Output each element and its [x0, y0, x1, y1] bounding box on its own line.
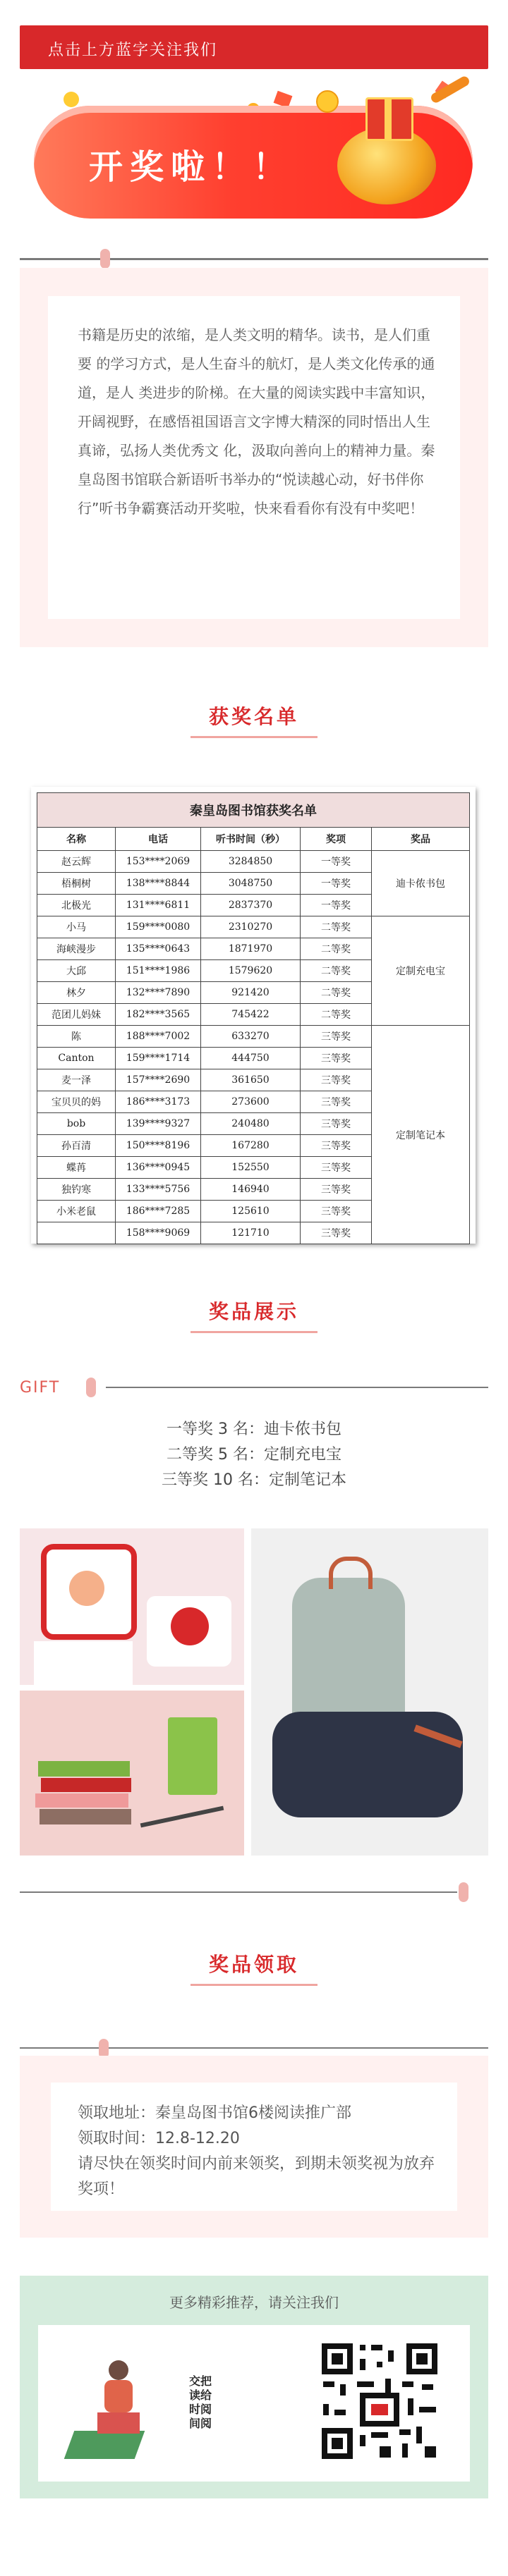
listen-time-cell: 444750	[201, 1048, 301, 1069]
follow-box	[20, 2276, 488, 2498]
book-icon	[64, 2431, 145, 2459]
gift-label: GIFT	[20, 1379, 61, 1397]
prize-line: 三等奖 10 名：定制笔记本	[162, 1471, 346, 1489]
winner-name-cell	[37, 1222, 116, 1244]
notebook-photo	[20, 1691, 244, 1856]
pedestal-icon	[34, 1641, 133, 1685]
phone-cell: 186****3173	[116, 1091, 201, 1113]
claim-notice: 请尽快在领奖时间内前来领奖，到期未领奖视为放弃奖项！	[78, 2155, 435, 2198]
winners-table	[37, 792, 470, 1244]
listen-time-cell: 361650	[201, 1069, 301, 1091]
claim-info	[78, 2101, 445, 2202]
phone-cell: 139****9327	[116, 1113, 201, 1135]
listen-time-cell: 745422	[201, 1004, 301, 1026]
award-cell: 一等奖	[301, 873, 372, 895]
lottery-banner	[34, 106, 473, 219]
banner-title: 开奖啦！！	[89, 147, 294, 187]
phone-cell: 159****0080	[116, 916, 201, 938]
award-cell: 二等奖	[301, 1004, 372, 1026]
award-cell: 三等奖	[301, 1179, 372, 1201]
winners-table-caption: 秦皇岛图书馆获奖名单	[37, 793, 470, 828]
phone-cell: 138****8844	[116, 873, 201, 895]
divider-dot	[86, 1378, 96, 1397]
winner-name-cell: bob	[37, 1113, 116, 1135]
award-cell: 二等奖	[301, 916, 372, 938]
listen-time-cell: 152550	[201, 1157, 301, 1179]
winner-name-cell: 林夕	[37, 982, 116, 1004]
notebook-stack-icon	[38, 1761, 130, 1777]
divider	[106, 1387, 488, 1388]
backpack-handle-icon	[329, 1557, 373, 1589]
award-cell: 三等奖	[301, 1157, 372, 1179]
award-cell: 一等奖	[301, 851, 372, 873]
award-cell: 二等奖	[301, 938, 372, 960]
confetti-icon	[64, 92, 79, 107]
award-cell: 三等奖	[301, 1135, 372, 1157]
gift-ribbon-icon	[385, 97, 392, 141]
winner-name-cell: 蝶苒	[37, 1157, 116, 1179]
table-row	[37, 1026, 470, 1048]
claim-section-title: 奖品领取	[190, 1946, 318, 1986]
winner-name-cell: 海峡漫步	[37, 938, 116, 960]
column-header: 听书时间（秒）	[201, 828, 301, 851]
winner-name-cell: 小马	[37, 916, 116, 938]
phone-cell: 159****1714	[116, 1048, 201, 1069]
column-header: 奖项	[301, 828, 372, 851]
award-cell: 三等奖	[301, 1222, 372, 1244]
follow-text: 更多精彩推荐，请关注我们	[169, 2294, 339, 2311]
follow-card	[38, 2325, 470, 2482]
winner-name-cell: 赵云辉	[37, 851, 116, 873]
phone-cell: 150****8196	[116, 1135, 201, 1157]
award-cell: 三等奖	[301, 1048, 372, 1069]
listen-time-cell: 2310270	[201, 916, 301, 938]
phone-cell: 186****7285	[116, 1201, 201, 1222]
phone-cell: 158****9069	[116, 1222, 201, 1244]
award-cell: 二等奖	[301, 982, 372, 1004]
award-cell: 三等奖	[301, 1026, 372, 1048]
listen-time-cell: 125610	[201, 1201, 301, 1222]
phone-cell: 132****7890	[116, 982, 201, 1004]
reader-body-icon	[104, 2380, 133, 2412]
qr-code-icon	[318, 2339, 442, 2463]
claim-address: 领取地址：秦皇岛图书馆6楼阅读推广部	[78, 2104, 351, 2122]
column-header: 名称	[37, 828, 116, 851]
phone-cell: 157****2690	[116, 1069, 201, 1091]
column-header: 电话	[116, 828, 201, 851]
notebook-stack-icon	[41, 1778, 131, 1792]
phone-cell: 151****1986	[116, 960, 201, 982]
coin-icon	[316, 90, 339, 113]
prize-section-title: 奖品展示	[190, 1293, 318, 1333]
listen-time-cell: 121710	[201, 1222, 301, 1244]
backpack-photo	[251, 1528, 488, 1856]
award-cell: 三等奖	[301, 1091, 372, 1113]
winner-name-cell: 梧桐树	[37, 873, 116, 895]
award-cell: 三等奖	[301, 1069, 372, 1091]
award-cell: 一等奖	[301, 895, 372, 916]
table-row	[37, 851, 470, 873]
winner-name-cell: 麦一泽	[37, 1069, 116, 1091]
listen-time-cell: 1871970	[201, 938, 301, 960]
follow-prompt-text: 点击上方蓝字关注我们	[48, 42, 218, 59]
listen-time-cell: 921420	[201, 982, 301, 1004]
divider	[20, 2047, 488, 2049]
footer-slogan: 交把 读给 时阅 间阅	[189, 2374, 212, 2430]
phone-cell: 188****7002	[116, 1026, 201, 1048]
winner-name-cell: Canton	[37, 1048, 116, 1069]
listen-time-cell: 240480	[201, 1113, 301, 1135]
listen-time-cell: 273600	[201, 1091, 301, 1113]
winner-name-cell: 孙百清	[37, 1135, 116, 1157]
divider	[20, 258, 488, 260]
award-cell: 三等奖	[301, 1201, 372, 1222]
book-icon	[97, 2412, 140, 2434]
phone-cell: 136****0945	[116, 1157, 201, 1179]
claim-time: 领取时间：12.8-12.20	[78, 2130, 240, 2147]
listen-time-cell: 1579620	[201, 960, 301, 982]
listen-time-cell: 3284850	[201, 851, 301, 873]
winners-section-title: 获奖名单	[190, 698, 318, 738]
phone-cell: 182****3565	[116, 1004, 201, 1026]
logo-100-icon	[171, 1607, 209, 1645]
mascot-icon	[69, 1571, 104, 1606]
award-cell: 三等奖	[301, 1113, 372, 1135]
intro-paragraph: 书籍是历史的浓缩，是人类文明的精华。读书，是人们重要 的学习方式，是人生奋斗的航灯，是人类文化传承的通道，是人 类进步的阶梯。在大量的阅读实践中丰富知识，开阔视野，在感悟祖国语言文字博大精深的同时悟出人生真谛，弘扬人类优秀文 化，汲取向善向上的精神力量。秦皇岛图书馆联合新语听书举办的“悦读越心动，好书伴你行”听书争霸赛活动开奖啦，快来看看你有没有中奖吧！	[78, 326, 435, 517]
notebook-stack-icon	[40, 1809, 131, 1824]
notebook-stack-icon	[35, 1793, 128, 1808]
phone-cell: 135****0643	[116, 938, 201, 960]
listen-time-cell: 146940	[201, 1179, 301, 1201]
reader-head-icon	[109, 2360, 128, 2380]
divider-dot	[459, 1882, 468, 1902]
winner-name-cell: 独钓寒	[37, 1179, 116, 1201]
prize-line: 二等奖 5 名：定制充电宝	[167, 1446, 341, 1464]
prize-cell: 定制充电宝	[372, 916, 470, 1026]
winner-name-cell: 北极光	[37, 895, 116, 916]
winners-table-frame	[31, 787, 476, 1244]
award-cell: 二等奖	[301, 960, 372, 982]
reading-illustration-icon	[69, 2353, 154, 2459]
listen-time-cell: 3048750	[201, 873, 301, 895]
notebook-icon	[168, 1717, 217, 1795]
prize-list	[0, 1417, 508, 1493]
table-row	[37, 916, 470, 938]
prize-cell: 迪卡侬书包	[372, 851, 470, 916]
phone-cell: 133****5756	[116, 1179, 201, 1201]
phone-cell: 131****6811	[116, 895, 201, 916]
winner-name-cell: 范团儿妈妹	[37, 1004, 116, 1026]
power-bank-photo	[20, 1528, 244, 1685]
listen-time-cell: 633270	[201, 1026, 301, 1048]
divider-dot	[100, 249, 110, 269]
divider	[20, 1891, 457, 1893]
column-header: 奖品	[372, 828, 470, 851]
pen-icon	[140, 1806, 224, 1828]
listen-time-cell: 167280	[201, 1135, 301, 1157]
winner-name-cell: 陈	[37, 1026, 116, 1048]
listen-time-cell: 2837370	[201, 895, 301, 916]
follow-prompt-bar	[20, 25, 488, 69]
phone-cell: 153****2069	[116, 851, 201, 873]
backpack-icon	[272, 1712, 463, 1817]
prize-line: 一等奖 3 名：迪卡侬书包	[167, 1421, 341, 1438]
winner-name-cell: 大邱	[37, 960, 116, 982]
winner-name-cell: 宝贝贝的妈	[37, 1091, 116, 1113]
winner-name-cell: 小米老鼠	[37, 1201, 116, 1222]
prize-cell: 定制笔记本	[372, 1026, 470, 1244]
